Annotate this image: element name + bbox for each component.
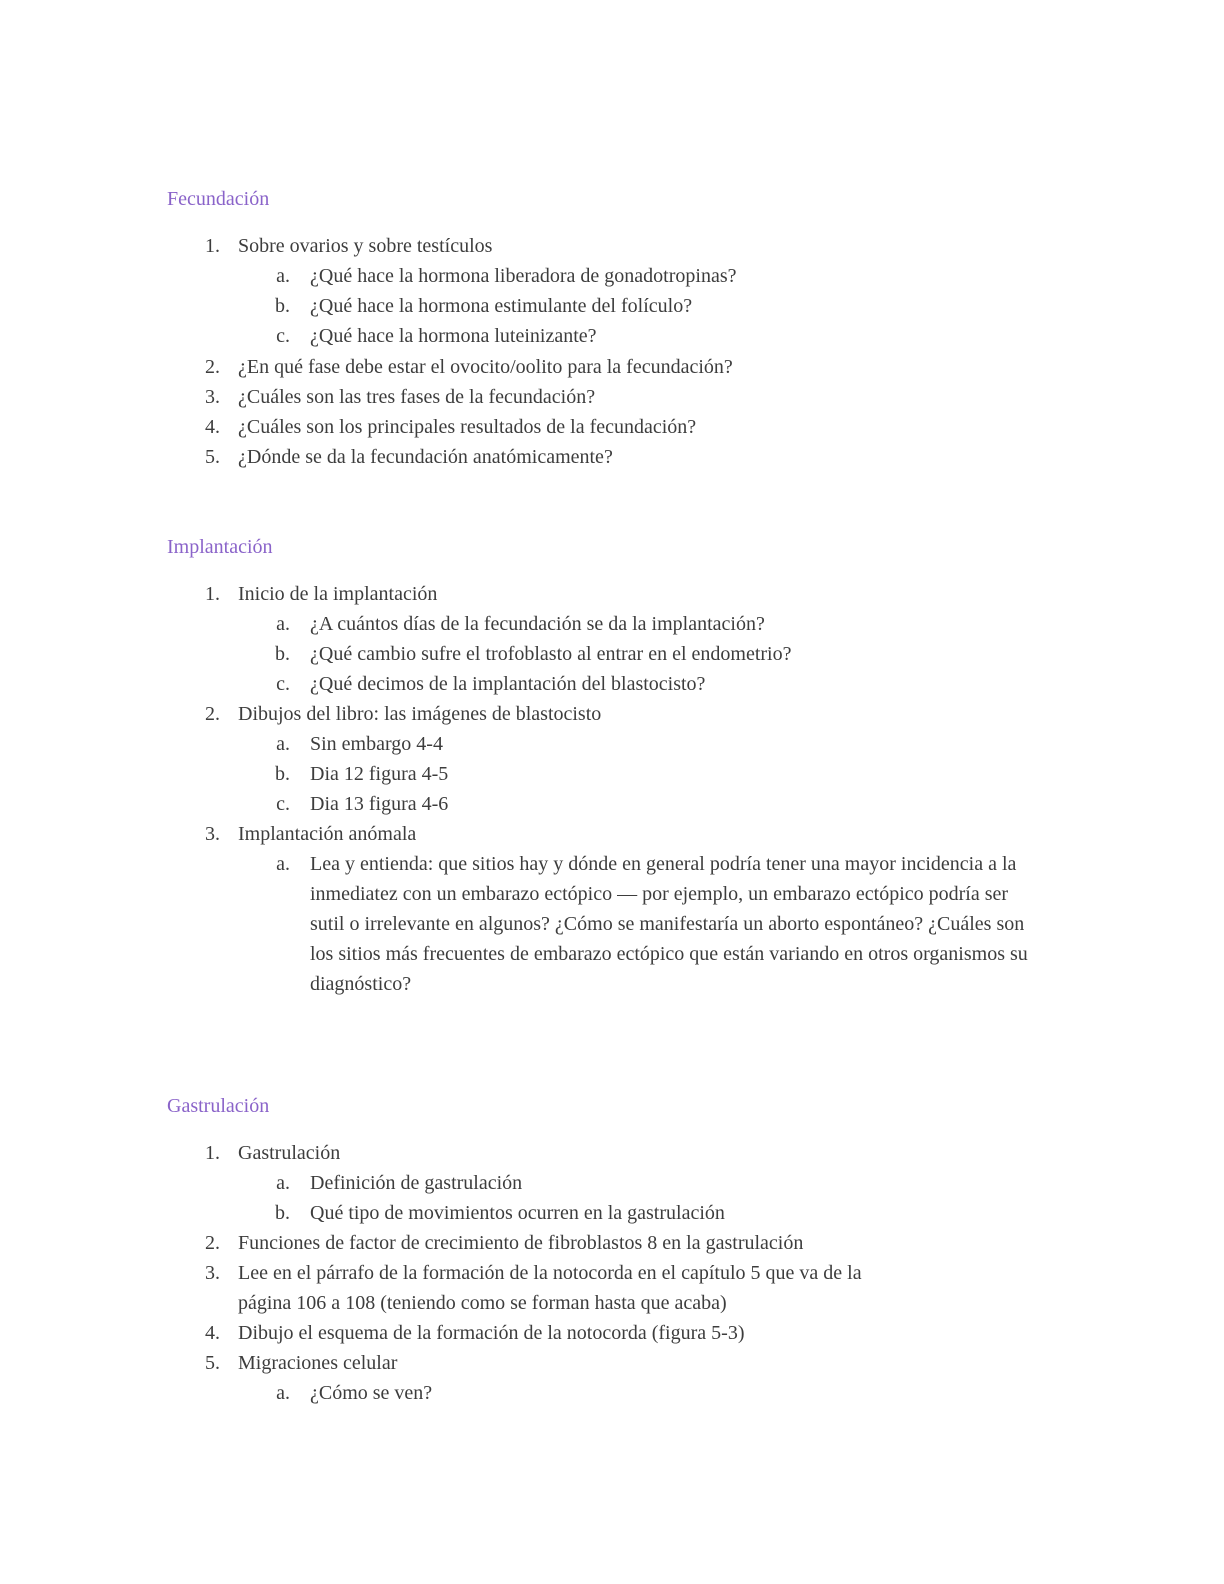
section-heading: Gastrulación <box>167 1095 270 1117</box>
list-marker: 5. <box>205 1352 220 1374</box>
list-item-text: Sobre ovarios y sobre testículos <box>238 235 493 257</box>
list-paragraph: Lea y entienda: que sitios hay y dónde en general podría tener una mayor incidencia a la inmediatez con un embarazo ectópico — por ejemplo, un embarazo ectópico podría ser sutil o irrelevante en algunos? ¿Cómo se manifestaría un aborto espontáneo? ¿Cuáles son los sitios más frecuentes de embarazo ectópico que están variando en otros organismos su diagnóstico? <box>310 853 1028 995</box>
list-marker: a. <box>276 265 290 287</box>
list-marker: 1. <box>205 1142 220 1164</box>
list-marker: 4. <box>205 416 220 438</box>
list-marker: a. <box>276 853 290 875</box>
list-item-text: Definición de gastrulación <box>310 1172 523 1194</box>
list-item-text: Migraciones celular <box>238 1352 398 1374</box>
list-item-text: ¿Qué decimos de la implantación del blastocisto? <box>310 673 706 695</box>
list-marker: a. <box>276 1382 290 1404</box>
list-marker: 2. <box>205 703 220 725</box>
list-item-text: Inicio de la implantación <box>238 583 438 605</box>
list-marker: b. <box>275 1202 290 1224</box>
section-heading: Fecundación <box>167 188 270 210</box>
list-marker: 2. <box>205 1232 220 1254</box>
list-item-text: ¿A cuántos días de la fecundación se da la implantación? <box>310 613 765 635</box>
list-item-text: Funciones de factor de crecimiento de fibroblastos 8 en la gastrulación <box>238 1232 804 1254</box>
list-item-text: ¿Qué hace la hormona estimulante del folículo? <box>310 295 693 317</box>
list-marker: 2. <box>205 356 220 378</box>
list-marker: 4. <box>205 1322 220 1344</box>
section-heading: Implantación <box>167 536 273 558</box>
list-item-text: Gastrulación <box>238 1142 341 1164</box>
list-item-text: ¿Qué cambio sufre el trofoblasto al entrar en el endometrio? <box>310 643 792 665</box>
list-marker: a. <box>276 733 290 755</box>
list-item-text: ¿Qué hace la hormona luteinizante? <box>310 325 597 347</box>
list-item-text: Dia 12 figura 4-5 <box>310 763 449 785</box>
list-item-text: ¿Cómo se ven? <box>310 1382 433 1404</box>
list-item-text: ¿En qué fase debe estar el ovocito/oolito para la fecundación? <box>238 356 733 378</box>
list-item-text: Implantación anómala <box>238 823 417 845</box>
list-marker: 3. <box>205 386 220 408</box>
list-marker: 1. <box>205 583 220 605</box>
list-marker: b. <box>275 763 290 785</box>
list-item-text: ¿Cuáles son las tres fases de la fecundación? <box>238 386 596 408</box>
list-marker: b. <box>275 295 290 317</box>
list-item-text: ¿Dónde se da la fecundación anatómicamente? <box>238 446 613 468</box>
list-item-text: Dibujos del libro: las imágenes de blastocisto <box>238 703 602 725</box>
list-item-text: ¿Cuáles son los principales resultados de la fecundación? <box>238 416 697 438</box>
list-marker: c. <box>276 673 290 695</box>
list-marker: c. <box>276 793 290 815</box>
list-item-text: ¿Qué hace la hormona liberadora de gonadotropinas? <box>310 265 737 287</box>
list-item-text: Qué tipo de movimientos ocurren en la gastrulación <box>310 1202 725 1224</box>
list-item-text: Lee en el párrafo de la formación de la notocorda en el capítulo 5 que va de la <box>238 1262 862 1284</box>
list-marker: b. <box>275 643 290 665</box>
list-marker: 3. <box>205 1262 220 1284</box>
list-marker: a. <box>276 1172 290 1194</box>
list-item-text: página 106 a 108 (teniendo como se forman hasta que acaba) <box>238 1292 727 1314</box>
list-marker: 1. <box>205 235 220 257</box>
list-item-text: Sin embargo 4-4 <box>310 733 443 755</box>
list-marker: 5. <box>205 446 220 468</box>
list-item-text: Dibujo el esquema de la formación de la notocorda (figura 5-3) <box>238 1322 745 1344</box>
list-marker: 3. <box>205 823 220 845</box>
list-item-text: Dia 13 figura 4-6 <box>310 793 449 815</box>
list-marker: c. <box>276 325 290 347</box>
list-marker: a. <box>276 613 290 635</box>
